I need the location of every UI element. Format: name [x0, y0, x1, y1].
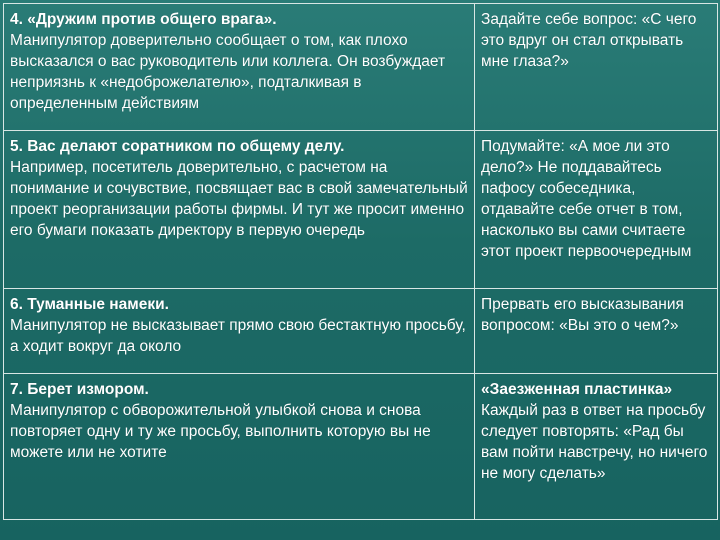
manipulation-cell	[4, 374, 475, 520]
table-row	[4, 131, 718, 289]
table-row	[4, 374, 718, 520]
advice-title: «Заезженная пластинка»	[481, 381, 673, 398]
manipulation-title: 4. «Дружим против общего врага».	[10, 11, 277, 28]
manipulation-cell	[4, 4, 475, 131]
manipulation-cell	[4, 289, 475, 374]
advice-text: Прервать его высказывания вопросом: «Вы это о чем?»	[481, 296, 684, 334]
advice-text: Подумайте: «А мое ли это дело?» Не поддавайтесь пафосу собеседника, отдавайте себе отчет в том, насколько вы сами считаете этот проект первоочередным	[481, 138, 692, 260]
advice-text: Задайте себе вопрос: «С чего это вдруг он стал открывать мне глаза?»	[481, 11, 697, 70]
manipulation-description: Например, посетитель доверительно, с расчетом на понимание и сочувствие, посвящает вас в свой замечательный проект реорганизации работы фирмы. И тут же просит именно его бумаги показать директору в первую очередь	[10, 159, 468, 239]
manipulation-title: 6. Туманные намеки.	[10, 296, 169, 313]
manipulation-table	[3, 3, 718, 520]
advice-cell	[475, 289, 718, 374]
advice-cell	[475, 4, 718, 131]
table-row	[4, 4, 718, 131]
advice-text: Каждый раз в ответ на просьбу следует повторять: «Рад бы вам пойти навстречу, но ничего не могу сделать»	[481, 402, 708, 482]
table-row	[4, 289, 718, 374]
manipulation-description: Манипулятор не высказывает прямо свою бестактную просьбу, а ходит вокруг да около	[10, 317, 466, 355]
advice-cell	[475, 374, 718, 520]
manipulation-title: 5. Вас делают соратником по общему делу.	[10, 138, 345, 155]
manipulation-cell	[4, 131, 475, 289]
manipulation-title: 7. Берет измором.	[10, 381, 149, 398]
advice-cell	[475, 131, 718, 289]
manipulation-description: Манипулятор с обворожительной улыбкой снова и снова повторяет одну и ту же просьбу, выполнить которую вы не можете или не хотите	[10, 402, 431, 461]
manipulation-description: Манипулятор доверительно сообщает о том, как плохо высказался о вас руководитель или коллега. Он возбуждает неприязнь к «недоброжелателю», подталкивая в определенным действиям	[10, 32, 446, 112]
